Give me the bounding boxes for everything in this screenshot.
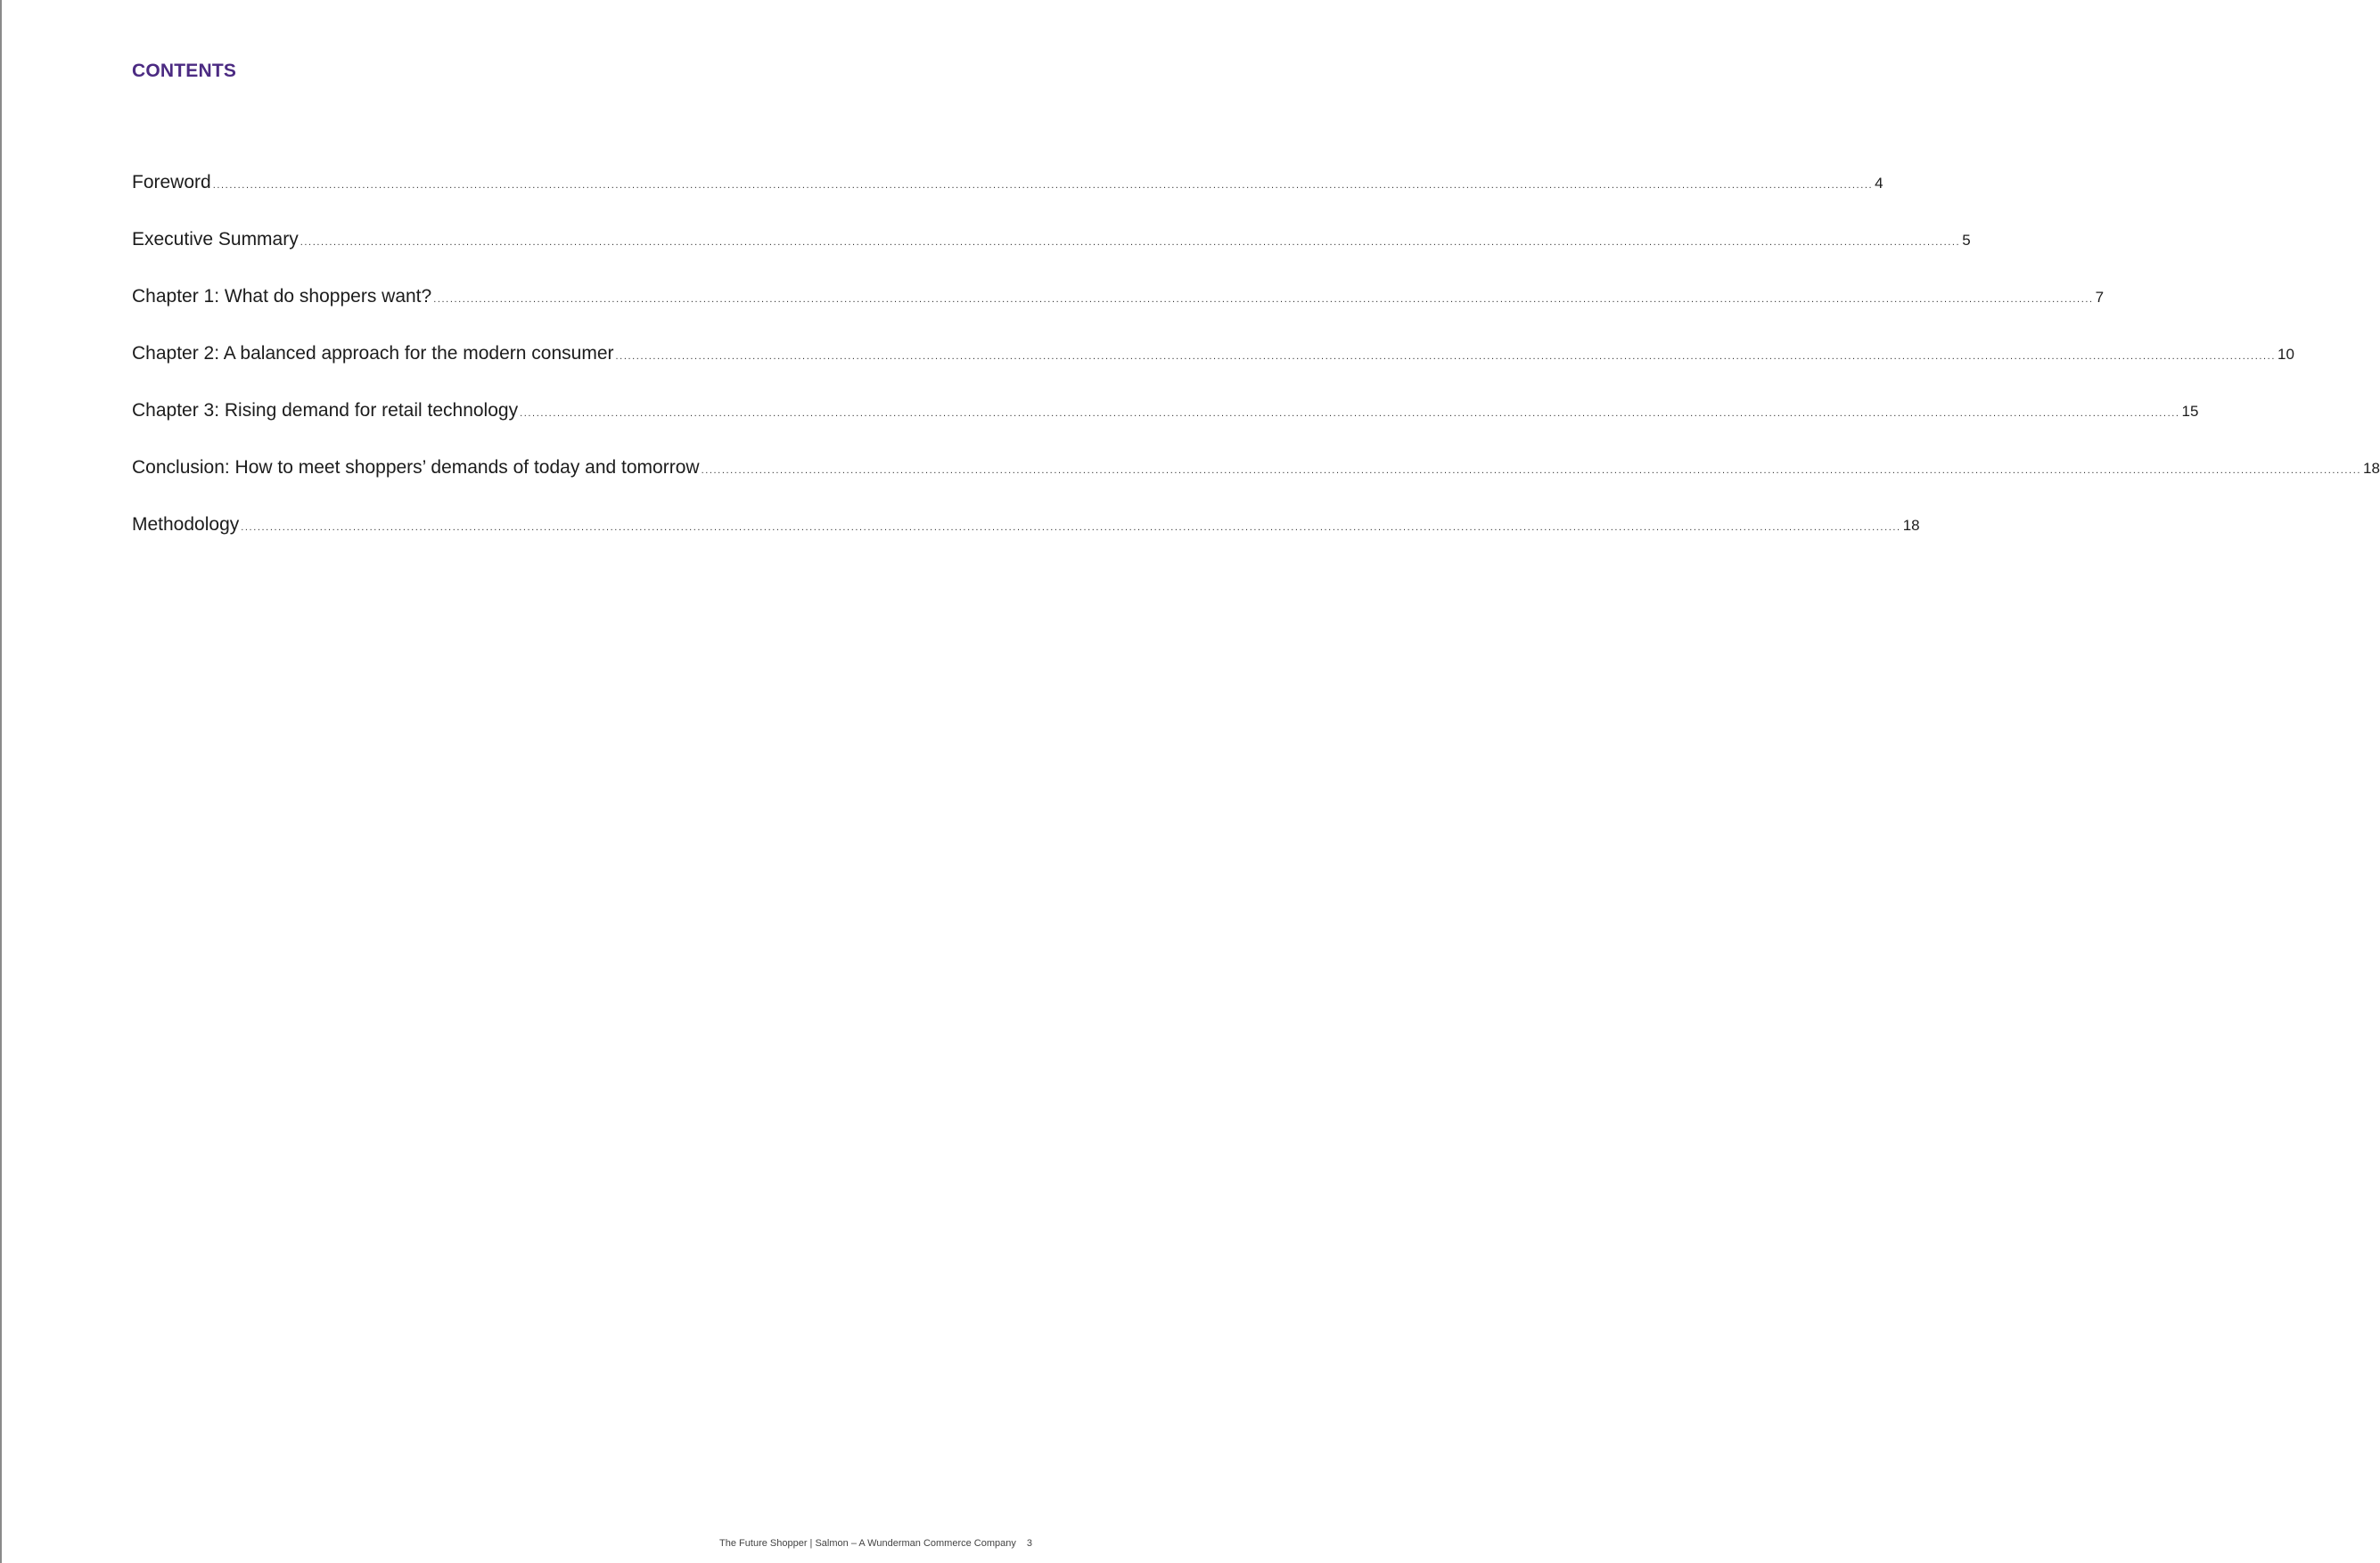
footer-page-number: 3 xyxy=(1026,1538,1032,1549)
toc-entry-page: 10 xyxy=(2277,346,2294,363)
toc-entry-page: 7 xyxy=(2095,289,2105,306)
dot-leader: ................................................................................................................................................................................................................................................................................................................................................................................................................ xyxy=(433,294,2094,305)
toc-entry-conclusion[interactable] xyxy=(132,455,2380,512)
dot-leader: ................................................................................................................................................................................................................................................................................................................................................................................................................ xyxy=(241,522,1901,533)
page-title: CONTENTS xyxy=(132,61,237,81)
toc-entry-title: Methodology xyxy=(132,514,240,535)
dot-leader: ................................................................................................................................................................................................................................................................................................................................................................................................................ xyxy=(300,237,1961,248)
table-of-contents xyxy=(132,170,2380,569)
dot-leader: ................................................................................................................................................................................................................................................................................................................................................................................................................ xyxy=(212,180,1874,191)
toc-entry-chapter-3[interactable] xyxy=(132,398,2199,455)
page-footer xyxy=(719,1538,1032,1549)
toc-entry-chapter-1[interactable] xyxy=(132,284,2105,341)
toc-entry-title: Chapter 2: A balanced approach for the modern consumer xyxy=(132,343,614,364)
toc-entry-page: 4 xyxy=(1875,175,1883,192)
toc-entry-page: 18 xyxy=(1902,517,1920,534)
footer-text: The Future Shopper | Salmon – A Wunderman Commerce Company xyxy=(719,1538,1016,1549)
toc-entry-title: Foreword xyxy=(132,172,211,192)
toc-entry-title: Conclusion: How to meet shoppers’ demands of today and tomorrow xyxy=(132,457,700,478)
toc-entry-page: 18 xyxy=(2363,460,2380,477)
dot-leader: ................................................................................................................................................................................................................................................................................................................................................................................................................ xyxy=(615,351,2276,362)
toc-entry-chapter-2[interactable] xyxy=(132,341,2294,398)
toc-entry-page: 15 xyxy=(2181,403,2199,420)
toc-entry-title: Chapter 1: What do shoppers want? xyxy=(132,286,432,307)
toc-entry-title: Executive Summary xyxy=(132,229,299,250)
dot-leader: ................................................................................................................................................................................................................................................................................................................................................................................................................ xyxy=(520,408,2180,419)
toc-entry-foreword[interactable] xyxy=(132,170,1883,227)
toc-entry-title: Chapter 3: Rising demand for retail technology xyxy=(132,400,519,421)
toc-entry-page: 5 xyxy=(1962,232,1971,249)
page-edge-line xyxy=(0,0,2,1563)
toc-entry-methodology[interactable] xyxy=(132,512,1920,569)
dot-leader: ................................................................................................................................................................................................................................................................................................................................................................................................................ xyxy=(701,465,2362,476)
toc-entry-executive-summary[interactable] xyxy=(132,227,1971,284)
